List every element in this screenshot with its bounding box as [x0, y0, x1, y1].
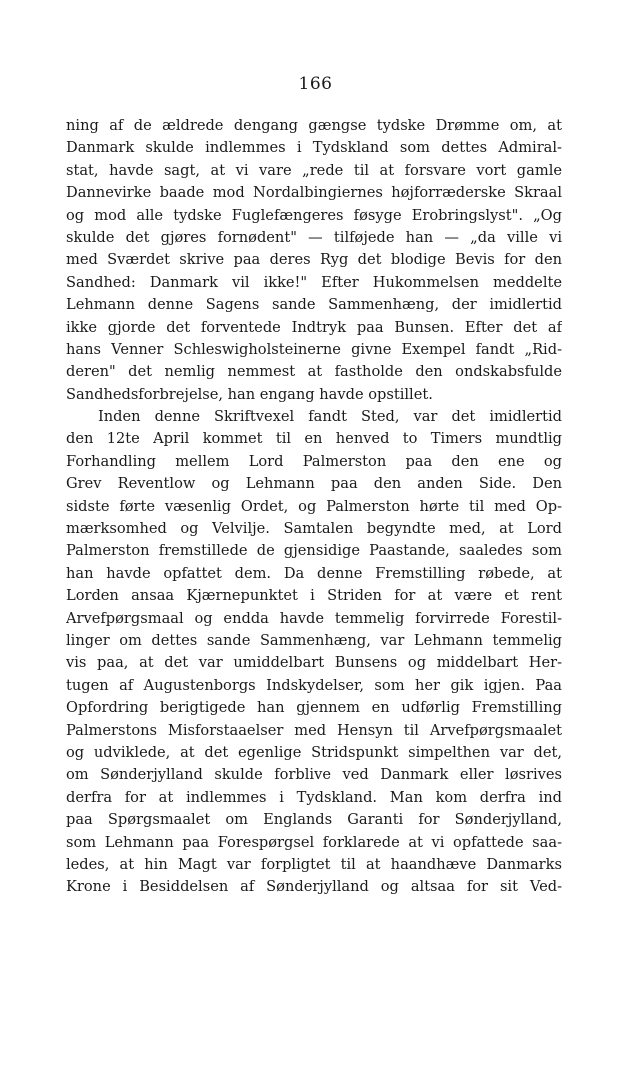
text-line: mærksomhed og Velvilje. Samtalen begyndte med, at Lord — [66, 520, 562, 538]
text-line: deren" det nemlig nemmest at fastholde den ondskabsfulde — [66, 363, 562, 381]
text-line: og mod alle tydske Fuglefængeres føsyge Erobringslyst". „Og — [66, 206, 562, 224]
text-line: den 12te April kommet til en henved to Timers mundtlig — [66, 430, 562, 448]
text-line: og udviklede, at det egenlige Stridspunkt simpelthen var det, — [66, 743, 562, 761]
text-line: skulde det gjøres fornødent" — tilføjede han — „da ville vi — [66, 228, 562, 246]
text-line: Palmerston fremstillede de gjensidige Paastande, saaledes som — [66, 542, 562, 560]
text-line: om Sønderjylland skulde forblive ved Danmark eller løsrives — [66, 766, 562, 784]
text-line: Arvefpørgsmaal og endda havde temmelig forvirrede Forestil- — [66, 609, 562, 627]
text-line: Opfordring berigtigede han gjennem en udførlig Fremstilling — [66, 699, 562, 717]
text-line: Sandhed: Danmark vil ikke!" Efter Hukommelsen meddelte — [66, 273, 562, 291]
text-line: Krone i Besiddelsen af Sønderjylland og altsaa for sit Ved- — [66, 878, 562, 896]
body-text — [66, 115, 562, 899]
text-line: sidste førte væsenlig Ordet, og Palmerston hørte til med Op- — [66, 497, 562, 515]
text-line: tugen af Augustenborgs Indskydelser, som her gik igjen. Paa — [66, 676, 562, 694]
text-line: med Sværdet skrive paa deres Ryg det blodige Bevis for den — [66, 251, 562, 269]
text-line: hans Venner Schleswigholsteinerne givne Exempel fandt „Rid- — [66, 340, 562, 358]
text-line: Dannevirke baade mod Nordalbingiernes højforræderske Skraal — [66, 184, 562, 202]
text-line: linger om dettes sande Sammenhæng, var Lehmann temmelig — [66, 631, 562, 649]
text-line: ning af de ældrede dengang gængse tydske Drømme om, at — [66, 117, 562, 134]
text-line: ledes, at hin Magt var forpligtet til at haandhæve Danmarks — [66, 855, 562, 873]
text-line: Danmark skulde indlemmes i Tydskland som dettes Admiral- — [66, 139, 562, 157]
text-line: han havde opfattet dem. Da denne Fremstilling røbede, at — [66, 564, 562, 582]
text-line: Forhandling mellem Lord Palmerston paa den ene og — [66, 452, 562, 470]
text-line: Inden denne Skriftvexel fandt Sted, var det imidlertid — [98, 408, 562, 426]
text-line: Sandhedsforbrejelse, han engang havde opstillet. — [66, 385, 433, 403]
text-line: paa Spørgsmaalet om Englands Garanti for Sønderjylland, — [66, 811, 562, 829]
text-line: stat, havde sagt, at vi vare „rede til at forsvare vort gamle — [66, 161, 562, 179]
text-line: vis paa, at det var umiddelbart Bunsens og middelbart Her- — [66, 654, 562, 672]
page-number: 166 — [298, 74, 333, 94]
text-line: Grev Reventlow og Lehmann paa den anden Side. Den — [66, 475, 562, 493]
text-line: derfra for at indlemmes i Tydskland. Man kom derfra ind — [66, 788, 562, 806]
text-line: som Lehmann paa Forespørgsel forklarede at vi opfattede saa- — [66, 833, 562, 851]
text-line: Lehmann denne Sagens sande Sammenhæng, der imidlertid — [66, 296, 562, 314]
text-line: Palmerstons Misforstaaelser med Hensyn til Arvefpørgsmaalet — [66, 721, 562, 739]
text-line: ikke gjorde det forventede Indtryk paa Bunsen. Efter det af — [66, 318, 562, 336]
text-line: Lorden ansaa Kjærnepunktet i Striden for at være et rent — [66, 587, 562, 605]
